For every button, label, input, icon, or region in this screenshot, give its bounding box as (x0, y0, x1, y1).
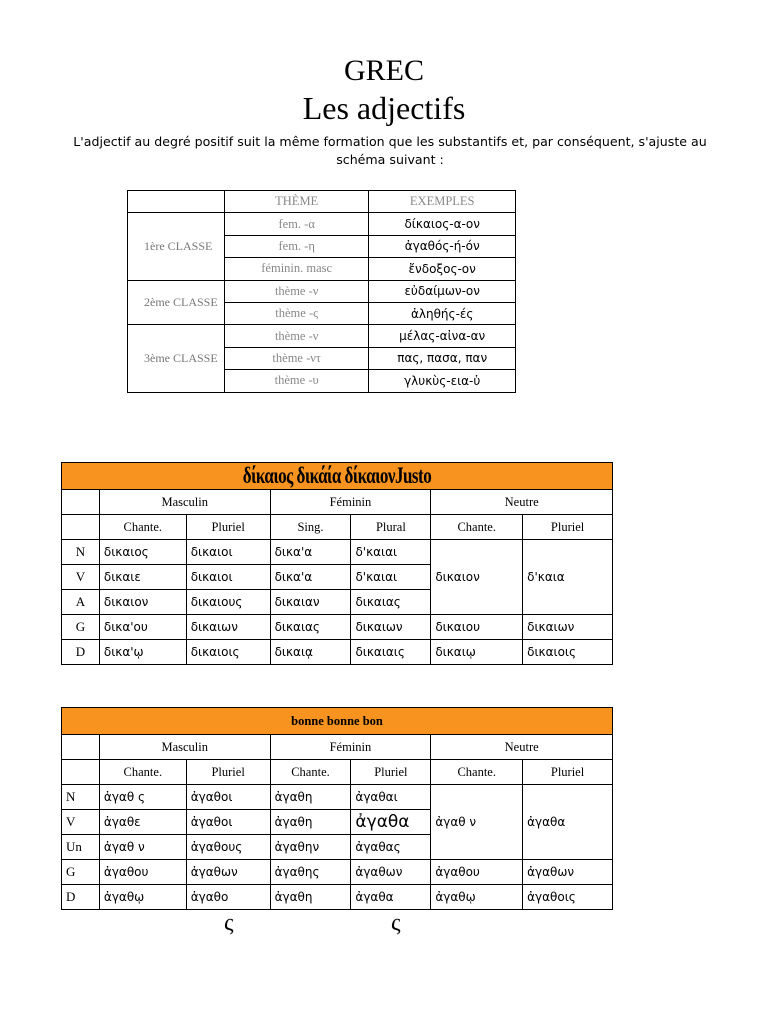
number-header: Chante. (99, 515, 186, 540)
examples-header: EXEMPLES (369, 191, 516, 213)
form-cell: ἀγαθου (99, 860, 186, 885)
form-cell: δικαιοι (186, 540, 270, 565)
declension-table-dikaios (61, 462, 613, 665)
neuter-merged-cell: δικαιον (431, 540, 523, 615)
neuter-merged-cell: ἀγαθα (523, 785, 613, 860)
form-cell: ἀγαθη (270, 785, 351, 810)
theme-cell: féminin. masc (224, 258, 368, 280)
form-cell: δικαιᾳ (270, 640, 351, 665)
form-cell: ἀγαθην (270, 835, 351, 860)
class-label: 2ème CLASSE (128, 280, 225, 325)
form-cell: δικαιοις (523, 640, 613, 665)
form-cell: ἀγαθῳ (99, 885, 186, 910)
form-cell: δ'καιαι (351, 565, 431, 590)
empty-cell (62, 760, 100, 785)
case-label: G (62, 860, 100, 885)
number-header: Pluriel (186, 515, 270, 540)
form-cell: ἀγαθῳ (431, 885, 523, 910)
case-label: V (62, 810, 100, 835)
form-cell: δικαιου (431, 615, 523, 640)
example-cell: εὐδαίμων-ον (369, 280, 516, 302)
number-header: Plural (351, 515, 431, 540)
form-cell: δικαιοις (186, 640, 270, 665)
form-cell: ἀγαθαι (351, 785, 431, 810)
case-label: D (62, 885, 100, 910)
form-cell: ἀγαθοι (186, 810, 270, 835)
gender-feminine: Féminin (270, 490, 431, 515)
form-cell: δικαιας (270, 615, 351, 640)
theme-cell: fem. -η (224, 235, 368, 257)
neuter-merged-cell: ἀγαθ ν (431, 785, 523, 860)
form-cell: δικαιον (99, 590, 186, 615)
classes-table (127, 190, 516, 393)
form-cell: δ'καιαι (351, 540, 431, 565)
form-cell: δικαιων (523, 615, 613, 640)
case-label: N (62, 785, 100, 810)
table-header-text: bonne bonne bon (291, 713, 383, 728)
form-cell: δικαιος (99, 540, 186, 565)
final-sigma-glyph: ς (224, 910, 234, 936)
example-cell: ἔνδοξος-ον (369, 258, 516, 280)
theme-cell: fem. -α (224, 213, 368, 235)
gender-feminine: Féminin (270, 735, 431, 760)
form-cell: ἀγαθα (351, 885, 431, 910)
form-cell: ἀγαθου (431, 860, 523, 885)
form-cell: ἀγαθοι (186, 785, 270, 810)
table-header-text: δίκαιος δικάία δίκαιονJusto (242, 462, 432, 489)
form-cell: δικαιε (99, 565, 186, 590)
form-cell: δικαιαν (270, 590, 351, 615)
page-title: GREC (343, 54, 424, 87)
form-cell: ἀγαθων (523, 860, 613, 885)
number-header: Chante. (431, 515, 523, 540)
number-header: Pluriel (523, 515, 613, 540)
example-cell: δίκαιος-α-ον (369, 213, 516, 235)
gender-masculine: Masculin (99, 490, 270, 515)
example-cell: γλυκὺς-εια-ὑ (369, 370, 516, 392)
number-header: Chante. (270, 760, 351, 785)
form-cell: δικαιων (186, 615, 270, 640)
page-subtitle: Les adjectifs (302, 90, 466, 126)
form-cell: ἀγαθοις (523, 885, 613, 910)
form-cell: ἀγαθα (351, 810, 431, 835)
theme-cell: thème -ντ (224, 347, 368, 369)
case-label: G (62, 615, 100, 640)
example-cell: ἀγαθός-ή-όν (369, 235, 516, 257)
case-label: Un (62, 835, 100, 860)
form-cell: ἀγαθε (99, 810, 186, 835)
empty-header-cell (128, 191, 225, 213)
table-header (62, 463, 613, 490)
declension-table-agathos (61, 707, 613, 910)
form-cell: ἀγαθους (186, 835, 270, 860)
form-cell: δικαιας (351, 590, 431, 615)
form-cell: δικα'α (270, 565, 351, 590)
gender-neuter: Neutre (431, 735, 613, 760)
gender-masculine: Masculin (99, 735, 270, 760)
number-header: Chante. (431, 760, 523, 785)
form-cell: δικαιους (186, 590, 270, 615)
example-cell: μέλας-αἰνα-αν (369, 325, 516, 347)
neuter-merged-cell: δ'καια (523, 540, 613, 615)
case-label: V (62, 565, 100, 590)
number-header: Pluriel (186, 760, 270, 785)
form-cell: δικα'ῳ (99, 640, 186, 665)
case-label: A (62, 590, 100, 615)
theme-cell: thème -ς (224, 302, 368, 324)
form-cell: δικα'ου (99, 615, 186, 640)
theme-cell: thème -ν (224, 280, 368, 302)
class-label: 1ère CLASSE (128, 213, 225, 280)
form-cell: δικαιῳ (431, 640, 523, 665)
form-cell: ἀγαθο (186, 885, 270, 910)
form-cell: δικαιαις (351, 640, 431, 665)
form-cell: δικαιων (351, 615, 431, 640)
case-label: D (62, 640, 100, 665)
theme-cell: thème -υ (224, 370, 368, 392)
class-label: 3ème CLASSE (128, 325, 225, 392)
example-cell: ἀληθής-ές (369, 302, 516, 324)
empty-cell (62, 735, 100, 760)
theme-cell: thème -ν (224, 325, 368, 347)
number-header: Sing. (270, 515, 351, 540)
form-cell: ἀγαθων (186, 860, 270, 885)
form-cell: δικαιοι (186, 565, 270, 590)
number-header: Pluriel (523, 760, 613, 785)
table-header (62, 708, 613, 735)
form-cell: ἀγαθ ς (99, 785, 186, 810)
form-cell: ἀγαθη (270, 885, 351, 910)
form-cell: δικα'α (270, 540, 351, 565)
intro-text: L'adjectif au degré positif suit la même formation que les substantifs et, par conséquent, s'ajuste au schéma suivant : (73, 134, 707, 167)
form-cell: ἀγαθων (351, 860, 431, 885)
form-cell: ἀγαθ ν (99, 835, 186, 860)
case-label: N (62, 540, 100, 565)
empty-cell (62, 490, 100, 515)
form-cell: ἀγαθη (270, 810, 351, 835)
number-header: Chante. (99, 760, 186, 785)
example-cell: πας, πασα, παν (369, 347, 516, 369)
gender-neuter: Neutre (431, 490, 613, 515)
number-header: Pluriel (351, 760, 431, 785)
theme-header: THÈME (224, 191, 368, 213)
form-cell: ἀγαθας (351, 835, 431, 860)
form-cell: ἀγαθης (270, 860, 351, 885)
final-sigma-glyph: ς (391, 910, 401, 936)
empty-cell (62, 515, 100, 540)
